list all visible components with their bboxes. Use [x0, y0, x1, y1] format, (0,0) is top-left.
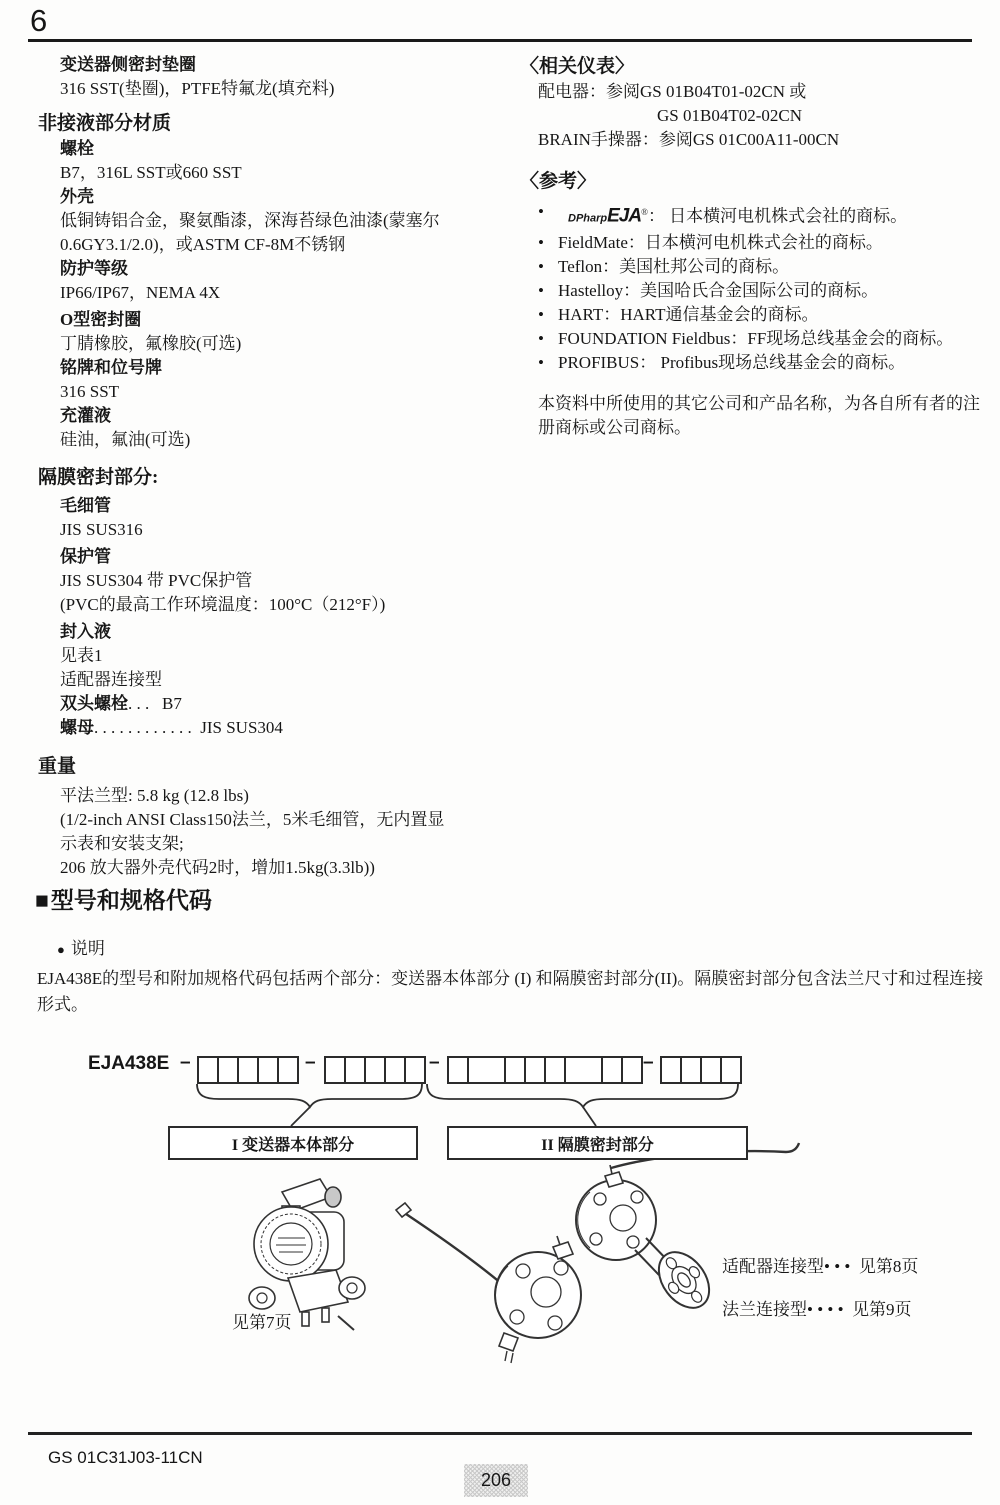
- spec-line: 206 放大器外壳代码2时，增加1.5kg(3.3lb)): [60, 858, 375, 877]
- trademark-text: ： 日本横河电机株式会社的商标。: [647, 206, 908, 226]
- trademark-text: Hastelloy：美国哈氏合金国际公司的商标。: [558, 280, 879, 300]
- spec-line: 平法兰型: 5.8 kg (12.8 lbs): [60, 786, 249, 805]
- model-code-diagram: [0, 1040, 1000, 1410]
- see-page7-label: 见第7页: [232, 1313, 292, 1332]
- spec-value: . . . B7: [128, 694, 182, 713]
- trademark-item: [538, 327, 994, 351]
- spec-term: 双头螺栓: [60, 694, 128, 713]
- document-number: GS 01C31J03-11CN: [48, 1448, 203, 1467]
- dpharp-logo-eja: EJA: [607, 205, 642, 227]
- model-code-section: [35, 882, 985, 1018]
- left-spec-column: [38, 53, 510, 880]
- trademark-text: FOUNDATION Fieldbus：FF现场总线基金会的商标。: [558, 328, 954, 348]
- related-instruments-lines: [520, 80, 994, 152]
- dot-leader: • • • •: [807, 1300, 848, 1319]
- bullet-icon: •: [538, 280, 544, 300]
- spec-line: 适配器连接型: [60, 670, 162, 689]
- bullet-icon: •: [538, 232, 544, 252]
- diagram-artwork: [0, 1040, 1000, 1410]
- adapter-type-reference: [722, 1252, 918, 1277]
- model-section-heading: [35, 882, 985, 915]
- trademark-list: [520, 200, 994, 375]
- flange-type-reference: [722, 1295, 912, 1320]
- spec-line: 重量: [38, 756, 77, 777]
- dash-separator: –: [643, 1052, 654, 1073]
- spec-line: JIS SUS304 带 PVC保护管: [60, 571, 253, 590]
- spec-line: 保护管: [60, 547, 111, 566]
- adapter-type-name: 适配器连接型: [722, 1257, 824, 1276]
- spec-value: . . . . . . . . . . . . JIS SUS304: [94, 718, 283, 737]
- trademark-item: [538, 231, 994, 255]
- dash-separator: –: [180, 1052, 191, 1073]
- spec-line: 硅油，氟油(可选): [60, 430, 191, 449]
- related-line: 配电器：参阅GS 01B04T01-02CN 或: [538, 82, 807, 101]
- reference-heading: 〈参考〉: [520, 171, 597, 192]
- spec-line: (PVC的最高工作环境温度：100°C（212°F）): [60, 595, 386, 614]
- flange-type-page: 见第9页: [847, 1300, 912, 1319]
- spec-line: 示表和安装支架;: [60, 834, 184, 853]
- trademark-text: PROFIBUS： Profibus现场总线基金会的商标。: [558, 352, 906, 372]
- spec-line: 见表1: [60, 646, 103, 665]
- spec-line: 充灌液: [60, 406, 111, 425]
- spec-line: IP66/IP67，NEMA 4X: [60, 283, 221, 302]
- right-column: [520, 53, 994, 440]
- dot-leader: • • •: [824, 1257, 855, 1276]
- spec-line: 非接液部分材质: [38, 113, 172, 134]
- bottom-rule: [28, 1432, 972, 1435]
- bullet-icon: •: [538, 256, 544, 276]
- spec-line: JIS SUS316: [60, 520, 143, 539]
- dpharp-logo-small: DPharp: [568, 212, 608, 225]
- trademark-text: Teflon：美国杜邦公司的商标。: [558, 256, 790, 276]
- square-bullet-icon: ■: [35, 887, 49, 913]
- spec-line: 螺栓: [60, 139, 94, 158]
- spec-line: [60, 692, 510, 716]
- page-number: 6: [30, 3, 48, 38]
- spec-line: 低铜铸铝合金，聚氨酯漆，深海苔绿色油漆(蒙塞尔: [60, 211, 440, 230]
- description-label: [57, 934, 985, 959]
- brace-part2: [427, 1084, 738, 1126]
- bullet-icon: •: [538, 202, 544, 221]
- spec-line: 隔膜密封部分:: [38, 467, 159, 488]
- circle-bullet-icon: ●: [57, 942, 65, 957]
- spec-line: 毛细管: [60, 496, 111, 515]
- spec-line: 变送器侧密封垫圈: [60, 55, 196, 74]
- model-prefix: EJA438E: [88, 1053, 170, 1074]
- bullet-icon: •: [538, 352, 544, 372]
- adapter-type-page: 见第8页: [854, 1257, 919, 1276]
- footer-page-number: 206: [464, 1464, 528, 1497]
- spec-line: 316 SST: [60, 382, 120, 401]
- model-section-title: 型号和规格代码: [50, 887, 212, 913]
- related-line: BRAIN手操器：参阅GS 01C00A11-00CN: [538, 130, 840, 149]
- spec-line: (1/2-inch ANSI Class150法兰，5米毛细管，无内置显: [60, 810, 445, 829]
- spec-term: 螺母: [60, 718, 94, 737]
- registered-mark-icon: ®: [641, 207, 648, 217]
- bullet-icon: •: [538, 328, 544, 348]
- trademark-text: FieldMate：日本横河电机株式会社的商标。: [558, 232, 883, 252]
- trademark-item: [538, 351, 994, 375]
- brace-part1: [197, 1084, 422, 1126]
- trademark-item: [538, 303, 994, 327]
- spec-line: 封入液: [60, 622, 111, 641]
- related-line: GS 01B04T02-02CN: [657, 106, 802, 125]
- dash-separator: –: [429, 1052, 440, 1073]
- trademark-note: 本资料中所使用的其它公司和产品名称，为各自所有者的注册商标或公司商标。: [538, 393, 980, 437]
- trademark-item: [538, 255, 994, 279]
- description-label-text: 说明: [70, 939, 105, 958]
- spec-line: B7，316L SST或660 SST: [60, 163, 242, 182]
- part1-label-box: I 变送器本体部分: [168, 1126, 418, 1160]
- part2-label-box: II 隔膜密封部分: [447, 1126, 748, 1160]
- spec-line: 丁腈橡胶，氟橡胶(可选): [60, 334, 242, 353]
- model-description: EJA438E的型号和附加规格代码包括两个部分：变送器本体部分 (I) 和隔膜密封部分(II)。隔膜密封部分包含法兰尺寸和过程连接形式。: [37, 969, 984, 1014]
- trademark-item: [538, 200, 994, 231]
- trademark-item: [538, 279, 994, 303]
- trademark-text: HART：HART通信基金会的商标。: [558, 304, 819, 324]
- spec-line: [60, 716, 510, 740]
- spec-line: 铭牌和位号牌: [60, 358, 162, 377]
- flange-type-name: 法兰连接型: [722, 1300, 807, 1319]
- spec-line: 316 SST(垫圈)，PTFE特氟龙(填充料): [60, 79, 335, 98]
- spec-line: O型密封圈: [60, 310, 142, 329]
- spec-line: 0.6GY3.1/2.0)，或ASTM CF-8M不锈钢: [60, 235, 346, 254]
- spec-line: 外壳: [60, 187, 94, 206]
- bullet-icon: •: [538, 304, 544, 324]
- related-instruments-heading: 〈相关仪表〉: [520, 56, 635, 77]
- dash-separator: –: [305, 1052, 316, 1073]
- spec-line: 防护等级: [60, 259, 128, 278]
- top-rule: [28, 39, 972, 42]
